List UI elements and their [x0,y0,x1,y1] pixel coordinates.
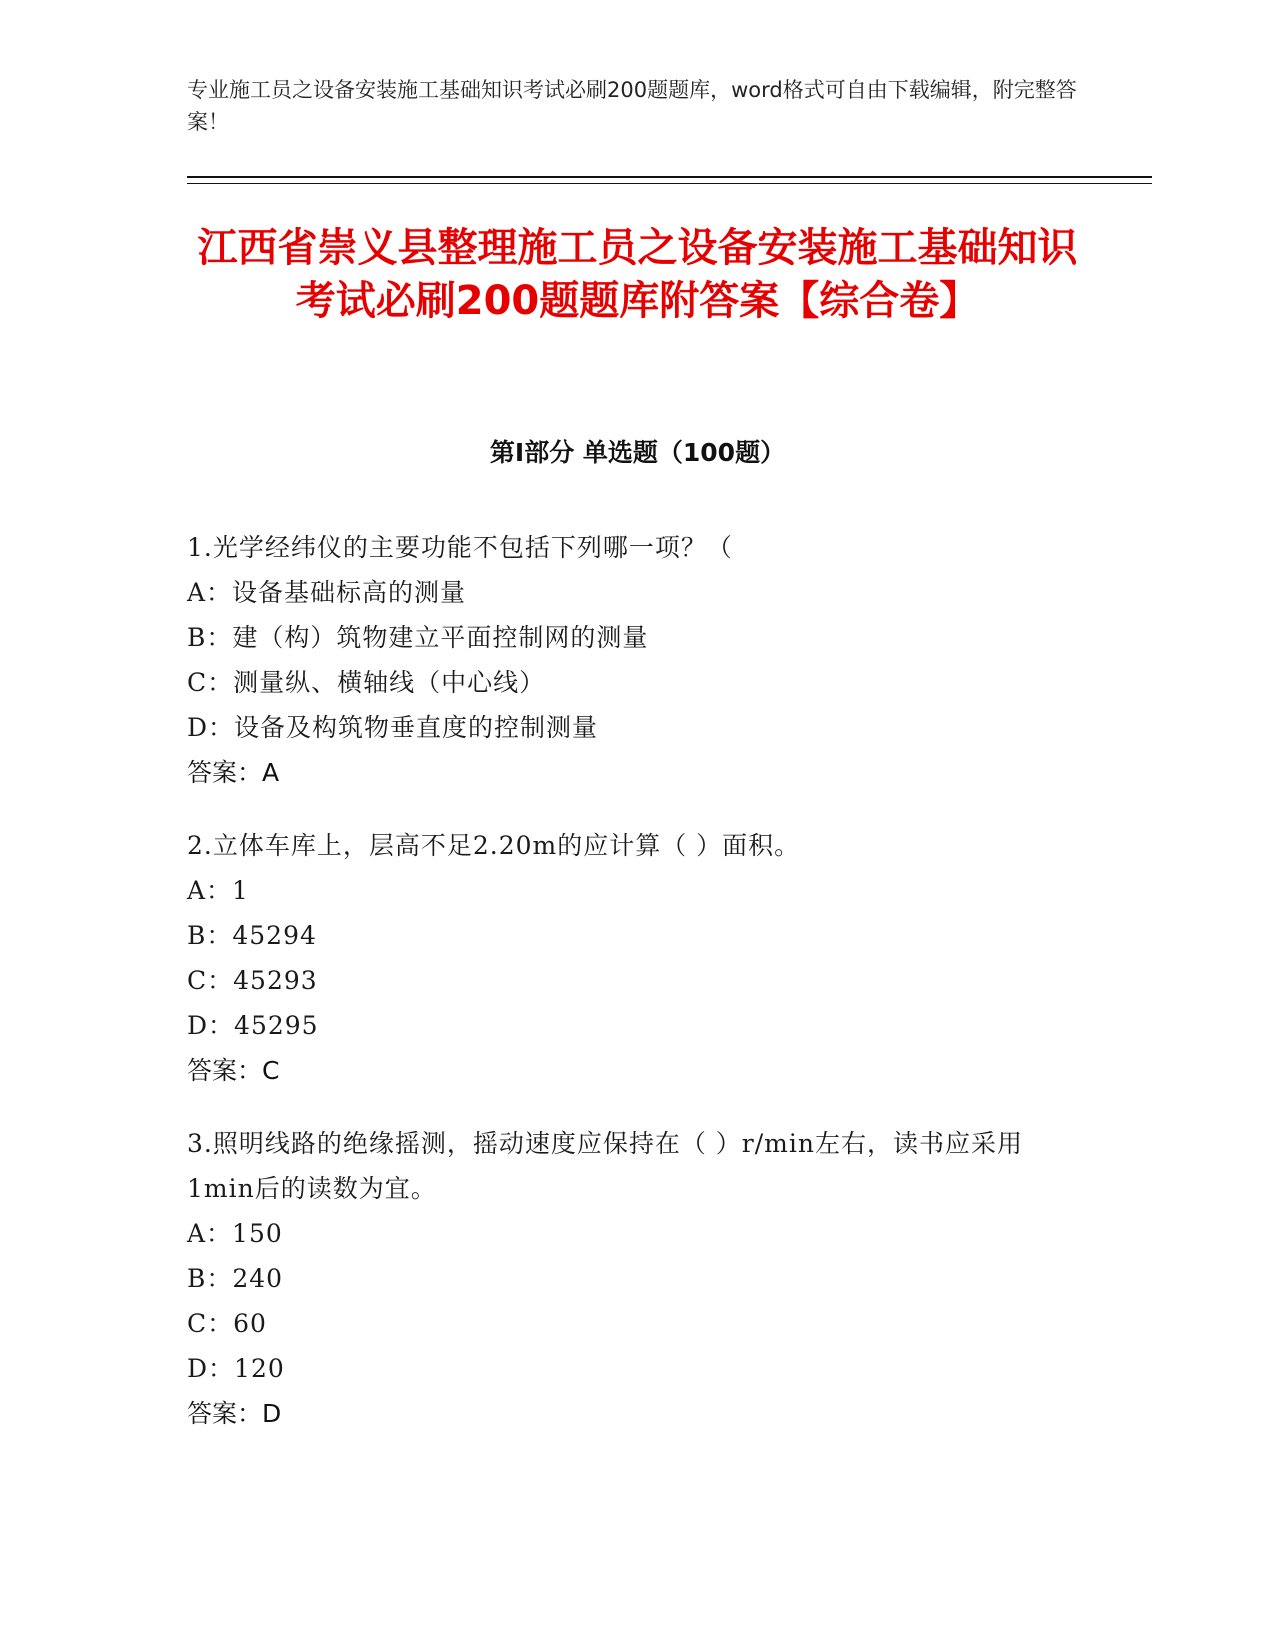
question-stem: 2.立体车库上，层高不足2.20m的应计算（ ）面积。 [187,831,801,860]
question-list [187,525,1067,1464]
document-title: 江西省崇义县整理施工员之设备安装施工基础知识考试必刷200题题库附答案【综合卷】 [197,225,1078,324]
question-3 [187,1121,1067,1436]
header-note: 专业施工员之设备安装施工基础知识考试必刷200题题库，word格式可自由下载编辑，附完整答案！ [187,78,1077,134]
option-a: A：1 [187,876,249,905]
header-rule-thin [187,183,1152,184]
option-c: C：测量纵、横轴线（中心线） [187,668,546,697]
option-b: B：45294 [187,921,317,950]
question-stem: 1.光学经纬仪的主要功能不包括下列哪一项？（ [187,533,733,562]
option-a: A：150 [187,1219,283,1248]
option-b: B：建（构）筑物建立平面控制网的测量 [187,623,649,652]
option-d: D：设备及构筑物垂直度的控制测量 [187,713,599,742]
option-c: C：45293 [187,966,318,995]
answer: 答案：A [187,758,280,787]
answer: 答案：D [187,1399,282,1428]
header-rule-thick [187,176,1152,178]
option-c: C：60 [187,1309,267,1338]
question-1 [187,525,1067,795]
option-b: B：240 [187,1264,284,1293]
question-2 [187,823,1067,1093]
option-d: D：45295 [187,1011,319,1040]
answer: 答案：C [187,1056,280,1085]
option-d: D：120 [187,1354,285,1383]
section-title: 第I部分 单选题（100题） [489,438,786,467]
question-stem: 3.照明线路的绝缘摇测，摇动速度应保持在（ ）r/min左右，读书应采用1min后的读数为宜。 [187,1129,1023,1203]
option-a: A：设备基础标高的测量 [187,578,467,607]
